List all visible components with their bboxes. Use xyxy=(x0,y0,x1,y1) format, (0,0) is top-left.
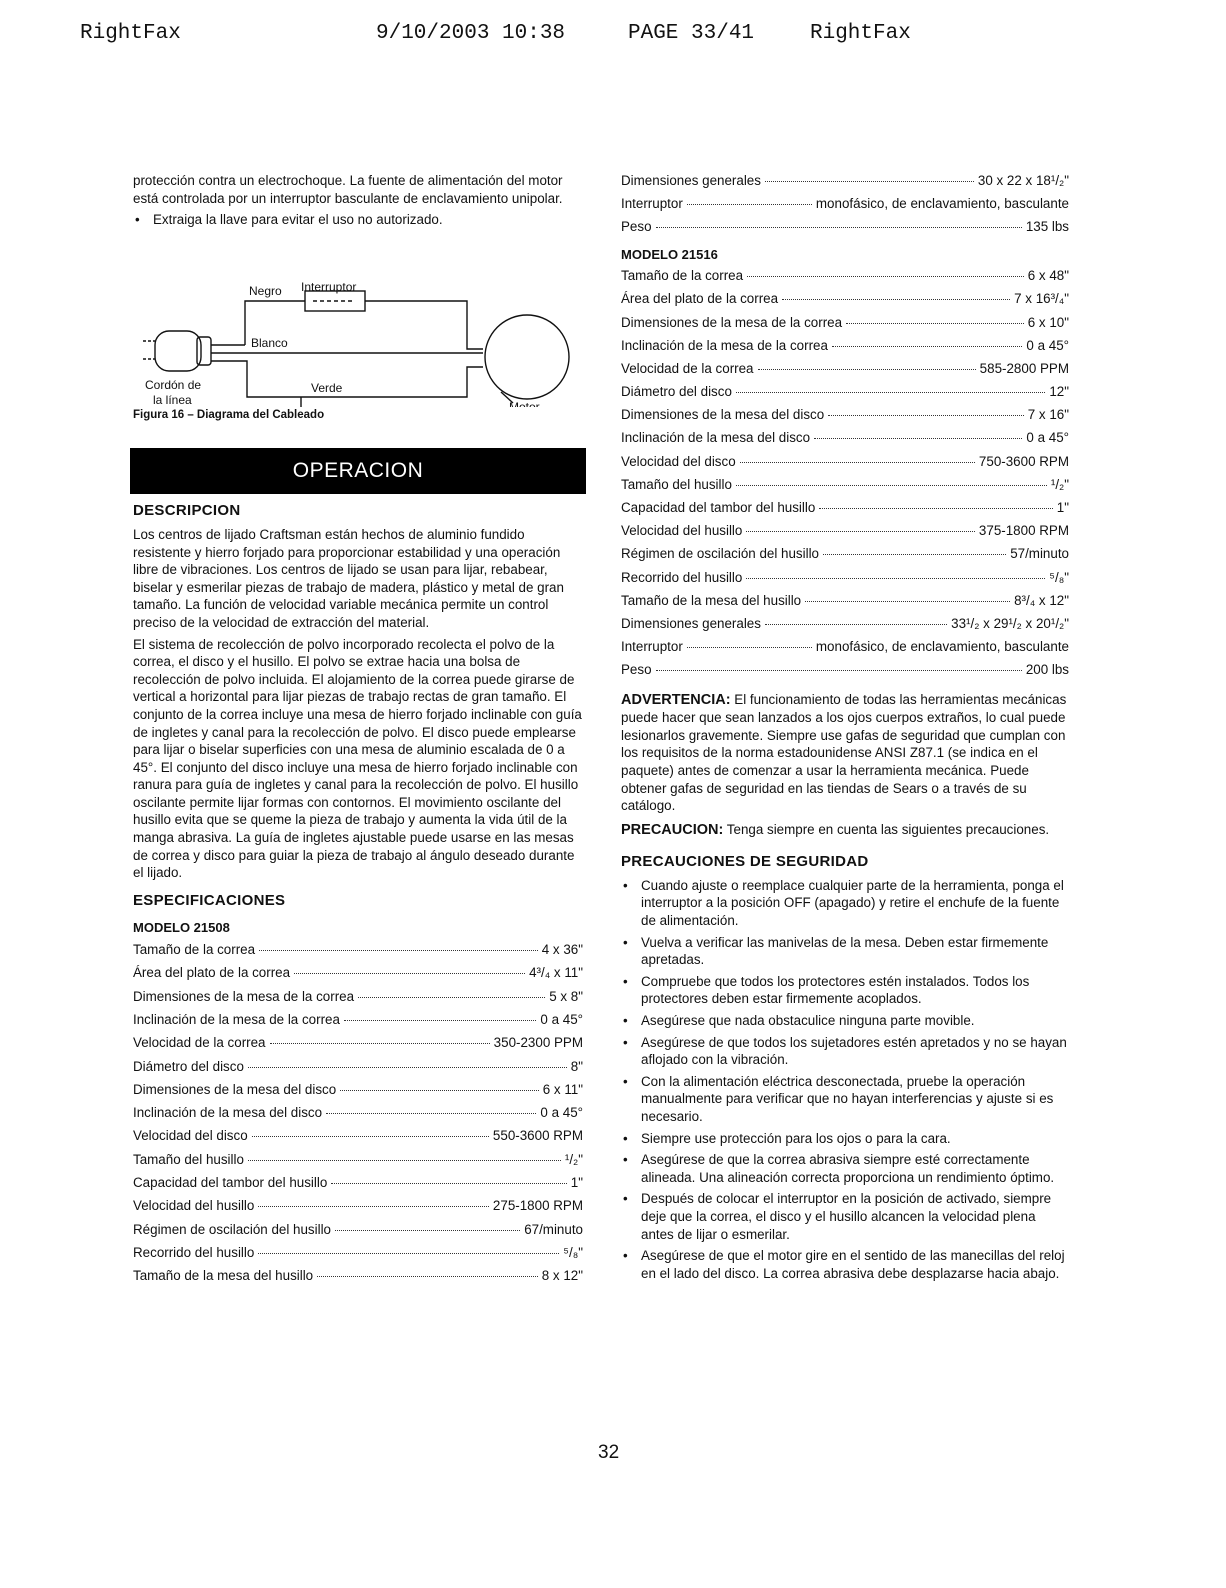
spec-list-21508 xyxy=(133,941,583,1290)
label-negro: Negro xyxy=(249,283,282,298)
spec-value: 585-2800 PPM xyxy=(979,360,1069,376)
spec-label: Tamaño de la correa xyxy=(133,942,256,958)
spec-row xyxy=(621,383,1069,406)
spec-leader-dots xyxy=(258,1253,559,1254)
spec-label: Dimensiones de la mesa del disco xyxy=(133,1081,337,1097)
spec-value: ¹/₂" xyxy=(1050,476,1069,492)
spec-value: ⁵/₈" xyxy=(1049,569,1069,585)
spec-leader-dots xyxy=(832,346,1022,347)
spec-label: Tamaño del husillo xyxy=(133,1151,244,1167)
spec-leader-dots xyxy=(248,1067,567,1068)
spec-leader-dots xyxy=(326,1113,536,1114)
spec-leader-dots xyxy=(782,299,1010,300)
spec-leader-dots xyxy=(746,531,975,532)
spec-row xyxy=(133,1104,583,1127)
spec-value: 275-1800 RPM xyxy=(492,1198,583,1214)
fax-header-datetime: 9/10/2003 10:38 xyxy=(376,22,566,45)
spec-row xyxy=(621,615,1069,638)
spec-label: Dimensiones generales xyxy=(621,173,761,188)
spec-value: 57/minuto xyxy=(1010,546,1069,562)
spec-value: 5 x 8" xyxy=(549,988,583,1004)
spec-label: Capacidad del tambor del husillo xyxy=(621,500,816,516)
spec-label: Recorrido del husillo xyxy=(133,1244,255,1260)
spec-row xyxy=(621,290,1069,313)
advertencia-label: ADVERTENCIA: xyxy=(621,691,731,708)
page-number: 32 xyxy=(598,1442,620,1463)
spec-row xyxy=(621,569,1069,592)
spec-row xyxy=(133,1034,583,1057)
spec-row xyxy=(621,545,1069,568)
section-banner-operacion: OPERACION xyxy=(130,448,586,494)
spec-value: 750-3600 RPM xyxy=(978,453,1069,469)
spec-row xyxy=(621,337,1069,360)
spec-label: Dimensiones de la mesa de la correa xyxy=(621,314,843,330)
spec-value: 8 x 12" xyxy=(541,1268,583,1284)
spec-label: Dimensiones de la mesa de la correa xyxy=(133,988,355,1004)
figure-caption: Figura 16 – Diagrama del Cableado xyxy=(133,408,325,421)
spec-label: Régimen de oscilación del husillo xyxy=(621,546,819,562)
fax-header-page: PAGE 33/41 xyxy=(628,22,755,45)
advertencia-block xyxy=(621,691,1069,815)
label-interruptor: Interruptor xyxy=(301,279,357,294)
spec-value: 0 a 45° xyxy=(1026,337,1069,353)
spec-row xyxy=(133,1081,583,1104)
spec-label: Diámetro del disco xyxy=(133,1058,244,1074)
spec-value: 0 a 45° xyxy=(1026,430,1069,446)
wiring-diagram xyxy=(133,237,583,407)
spec-list-21516 xyxy=(621,267,1069,684)
fax-header-right: RightFax xyxy=(810,22,911,45)
precaucion-item: • Cuando ajuste o reemplace cualquier parte de la herramienta, ponga el interruptor a la posición OFF (apagado) y retire el enchufe de la fuente de alimentación. xyxy=(621,877,1069,930)
spec-label: Velocidad del husillo xyxy=(133,1198,255,1214)
spec-leader-dots xyxy=(294,973,525,974)
label-cordon: Cordón de xyxy=(145,377,202,392)
spec-value: 12" xyxy=(1049,384,1069,400)
spec-value: ¹/₂" xyxy=(564,1151,583,1167)
spec-row xyxy=(621,661,1069,684)
spec-leader-dots xyxy=(252,1136,489,1137)
spec-leader-dots xyxy=(805,601,1010,602)
spec-leader-dots xyxy=(747,276,1024,277)
precaucion-block xyxy=(621,821,1069,840)
label-linea: la línea xyxy=(153,392,192,407)
spec-value: 0 a 45° xyxy=(540,1011,583,1027)
descripcion-heading: DESCRIPCION xyxy=(133,502,241,520)
precaucion-item: • Después de colocar el interruptor en la posición de activado, siempre deje que la correa, el disco y el husillo alcancen la velocidad plena antes de lijar o esmerilar. xyxy=(621,1190,1069,1243)
right-column xyxy=(621,172,1069,1286)
spec-value: monofásico, de enclavamiento, basculante xyxy=(815,639,1069,655)
spec-value: 4³/₄ x 11" xyxy=(529,965,583,981)
spec-row xyxy=(133,1197,583,1220)
spec-leader-dots xyxy=(340,1090,539,1091)
modelo-21508-heading: MODELO 21508 xyxy=(133,920,230,936)
spec-list-21508-continued xyxy=(621,172,1069,242)
spec-value: 200 lbs xyxy=(1025,662,1069,678)
spec-leader-dots xyxy=(846,323,1024,324)
spec-label: Inclinación de la mesa de la correa xyxy=(621,337,828,353)
spec-row xyxy=(133,988,583,1011)
spec-label: Área del plato de la correa xyxy=(621,291,779,307)
spec-value: 350-2300 PPM xyxy=(493,1035,583,1051)
spec-leader-dots xyxy=(819,508,1053,509)
especificaciones-heading: ESPECIFICACIONES xyxy=(133,891,286,909)
spec-row xyxy=(621,406,1069,429)
spec-leader-dots xyxy=(746,578,1045,579)
spec-leader-dots xyxy=(765,181,974,182)
spec-row xyxy=(621,476,1069,499)
spec-label: Interruptor xyxy=(621,196,683,212)
spec-row xyxy=(621,267,1069,290)
spec-value: 0 a 45° xyxy=(540,1105,583,1121)
spec-row xyxy=(621,314,1069,337)
spec-row xyxy=(621,499,1069,522)
spec-leader-dots xyxy=(687,204,812,205)
spec-row xyxy=(621,592,1069,615)
spec-row xyxy=(133,964,583,987)
descripcion-paragraph-1: Los centros de lijado Craftsman están hechos de aluminio fundido resistente y hierro forjado para proporcionar estabilidad y una operación libre de vibraciones. Los centros de lijado se usan para lijar, rebabear, biselar y esmerilar piezas de trabajo de madera, plástico y metal de gran tamaño. La función de velocidad variable mecánica permite un control preciso de la velocidad de extracción del material. xyxy=(133,526,564,630)
spec-row xyxy=(621,360,1069,383)
spec-leader-dots xyxy=(765,624,947,625)
spec-row xyxy=(621,218,1069,241)
spec-leader-dots xyxy=(687,647,812,648)
spec-value: 67/minuto xyxy=(524,1221,583,1237)
precaucion-item: • Asegúrese de que todos los sujetadores estén apretados y no se hayan aflojado con la vibración. xyxy=(621,1034,1069,1069)
spec-leader-dots xyxy=(814,438,1022,439)
label-motor: Motor xyxy=(509,399,540,407)
plug-collar xyxy=(197,337,211,365)
spec-leader-dots xyxy=(828,415,1024,416)
spec-value: 33¹/₂ x 29¹/₂ x 20¹/₂" xyxy=(951,615,1069,631)
fax-header xyxy=(80,22,1080,56)
spec-label: Velocidad del husillo xyxy=(621,523,743,539)
spec-value: 1" xyxy=(1056,500,1069,516)
spec-leader-dots xyxy=(736,485,1047,486)
descripcion-paragraph-2: El sistema de recolección de polvo incorporado recolecta el polvo de la correa, el disco y el husillo. El polvo se extrae hacia una bolsa de recolección de polvo incluida. El alojamiento de la correa puede girarse de vertical a horizontal para lijar piezas de trabajo rectas de gran tamaño. El conjunto de la correa incluye una mesa de hierro forjado inclinable con guía de ingletes y canal para la recolección de polvo. El disco puede emplearse para lijar o biselar superficies con una mesa de aluminio escalada de 0 a 45°. El conjunto del disco incluye una mesa de hierro forjado inclinable con ranura para guía de ingletes y canal para la recolección de polvo. El husillo oscilante permite lijar formas con contornos. El movimiento oscilante del husillo evita que se queme la pieza de trabajo y aumenta la vida útil de la manga abrasiva. La guía de ingletes ajustable puede usarse en las mesas de correa y disco para guiar la pieza de trabajo al ángulo deseado durante el lijado. xyxy=(133,636,582,881)
spec-value: 8³/₄ x 12" xyxy=(1014,592,1069,608)
precaucion-item: • Asegúrese de que el motor gire en el sentido de las manecillas del reloj en el lado del disco. La correa abrasiva debe desplazarse hacia abajo. xyxy=(621,1247,1069,1282)
spec-row xyxy=(133,1221,583,1244)
precauciones-list xyxy=(621,877,1069,1282)
spec-row xyxy=(621,638,1069,661)
spec-value: 135 lbs xyxy=(1025,219,1069,235)
spec-value: 30 x 22 x 18¹/₂" xyxy=(977,173,1069,188)
spec-leader-dots xyxy=(358,997,545,998)
spec-row xyxy=(133,1267,583,1290)
spec-label: Velocidad de la correa xyxy=(621,360,754,376)
precaucion-item: • Compruebe que todos los protectores estén instalados. Todos los protectores deben estar firmemente acoplados. xyxy=(621,973,1069,1008)
spec-value: 8" xyxy=(570,1058,583,1074)
spec-label: Tamaño del husillo xyxy=(621,476,732,492)
spec-row xyxy=(621,195,1069,218)
spec-leader-dots xyxy=(758,369,976,370)
motor-circle xyxy=(485,315,569,399)
left-column xyxy=(133,172,583,1290)
spec-label: Velocidad de la correa xyxy=(133,1035,266,1051)
intro-bullet: • Extraiga la llave para evitar el uso no autorizado. xyxy=(133,211,583,229)
spec-value: 6 x 11" xyxy=(542,1081,583,1097)
precaucion-item: • Vuelva a verificar las manivelas de la mesa. Deben estar firmemente apretadas. xyxy=(621,934,1069,969)
spec-leader-dots xyxy=(823,554,1006,555)
spec-label: Capacidad del tambor del husillo xyxy=(133,1175,328,1190)
spec-label: Dimensiones generales xyxy=(621,615,761,631)
fax-header-left: RightFax xyxy=(80,22,181,45)
spec-row xyxy=(133,1011,583,1034)
spec-row xyxy=(133,1174,583,1197)
spec-value: ⁵/₈" xyxy=(563,1244,583,1260)
spec-row xyxy=(133,941,583,964)
spec-value: monofásico, de enclavamiento, basculante xyxy=(815,196,1069,212)
spec-value: 1" xyxy=(570,1175,583,1190)
precaucion-item: • Siempre use protección para los ojos o para la cara. xyxy=(621,1130,1069,1148)
advertencia-text: El funcionamiento de todas las herramientas mecánicas puede hacer que sean lanzados a los ojos cuerpos extraños, lo cual puede lesionarlos gravemente. Siempre use gafas de seguridad que cumplan con los requisitos de la norma estadounidense ANSI Z87.1 (se indica en el paquete) antes de comenzar a usar la herramienta mecánica. Puede obtener gafas de seguridad en las tiendas de Sears o a través de su catálogo. xyxy=(621,691,1067,814)
spec-leader-dots xyxy=(331,1183,567,1184)
wiring-diagram-svg xyxy=(133,237,583,407)
spec-row xyxy=(133,1058,583,1081)
spec-label: Tamaño de la correa xyxy=(621,268,744,284)
spec-row xyxy=(133,1244,583,1267)
intro-paragraph: protección contra un electrochoque. La fuente de alimentación del motor está controlada por un interruptor basculante de enclavamiento unipolar. xyxy=(133,173,563,206)
spec-row xyxy=(621,453,1069,476)
spec-label: Peso xyxy=(621,662,652,678)
spec-leader-dots xyxy=(736,392,1045,393)
spec-label: Tamaño de la mesa del husillo xyxy=(133,1268,314,1284)
plug-body xyxy=(155,331,201,371)
spec-row xyxy=(621,172,1069,195)
spec-leader-dots xyxy=(248,1160,561,1161)
spec-label: Tamaño de la mesa del husillo xyxy=(621,592,802,608)
spec-label: Régimen de oscilación del husillo xyxy=(133,1221,331,1237)
precaucion-item: • Asegúrese que nada obstaculice ninguna parte movible. xyxy=(621,1012,1069,1030)
spec-value: 550-3600 RPM xyxy=(492,1128,583,1144)
spec-value: 7 x 16³/₄" xyxy=(1014,291,1069,307)
spec-row xyxy=(621,522,1069,545)
precaucion-item: • Asegúrese de que la correa abrasiva siempre esté correctamente alineada. Una alineación correcta proporciona un rendimiento óptimo. xyxy=(621,1151,1069,1186)
spec-label: Peso xyxy=(621,219,652,235)
spec-label: Dimensiones de la mesa del disco xyxy=(621,407,825,423)
spec-row xyxy=(621,429,1069,452)
spec-label: Área del plato de la correa xyxy=(133,965,291,981)
spec-value: 6 x 48" xyxy=(1027,268,1069,284)
wire-green xyxy=(233,361,483,397)
spec-label: Inclinación de la mesa del disco xyxy=(621,430,811,446)
modelo-21516-heading: MODELO 21516 xyxy=(621,246,718,262)
label-verde: Verde xyxy=(311,380,343,395)
spec-leader-dots xyxy=(270,1043,490,1044)
spec-value: 7 x 16" xyxy=(1027,407,1069,423)
spec-leader-dots xyxy=(656,227,1022,228)
spec-leader-dots xyxy=(740,462,975,463)
spec-label: Interruptor xyxy=(621,639,683,655)
spec-label: Velocidad del disco xyxy=(621,453,736,469)
spec-label: Inclinación de la mesa del disco xyxy=(133,1105,323,1121)
spec-value: 4 x 36" xyxy=(541,942,583,958)
spec-label: Velocidad del disco xyxy=(133,1128,248,1144)
precauciones-heading: PRECAUCIONES DE SEGURIDAD xyxy=(621,853,869,871)
spec-label: Diámetro del disco xyxy=(621,384,732,400)
spec-leader-dots xyxy=(258,1206,489,1207)
spec-leader-dots xyxy=(656,670,1022,671)
spec-leader-dots xyxy=(259,950,538,951)
spec-row xyxy=(133,1127,583,1150)
precaucion-item: • Con la alimentación eléctrica desconectada, pruebe la operación manualmente para verificar que no hayan interferencias y ajuste si es necesario. xyxy=(621,1073,1069,1126)
spec-leader-dots xyxy=(317,1276,538,1277)
spec-row xyxy=(133,1151,583,1174)
spec-label: Inclinación de la mesa de la correa xyxy=(133,1011,340,1027)
precaucion-text: Tenga siempre en cuenta las siguientes precauciones. xyxy=(726,821,1050,837)
precaucion-label: PRECAUCION: xyxy=(621,821,724,838)
spec-leader-dots xyxy=(344,1020,536,1021)
label-blanco: Blanco xyxy=(251,335,288,350)
spec-label: Recorrido del husillo xyxy=(621,569,743,585)
spec-leader-dots xyxy=(335,1230,520,1231)
spec-value: 6 x 10" xyxy=(1027,314,1069,330)
spec-value: 375-1800 RPM xyxy=(978,523,1069,539)
